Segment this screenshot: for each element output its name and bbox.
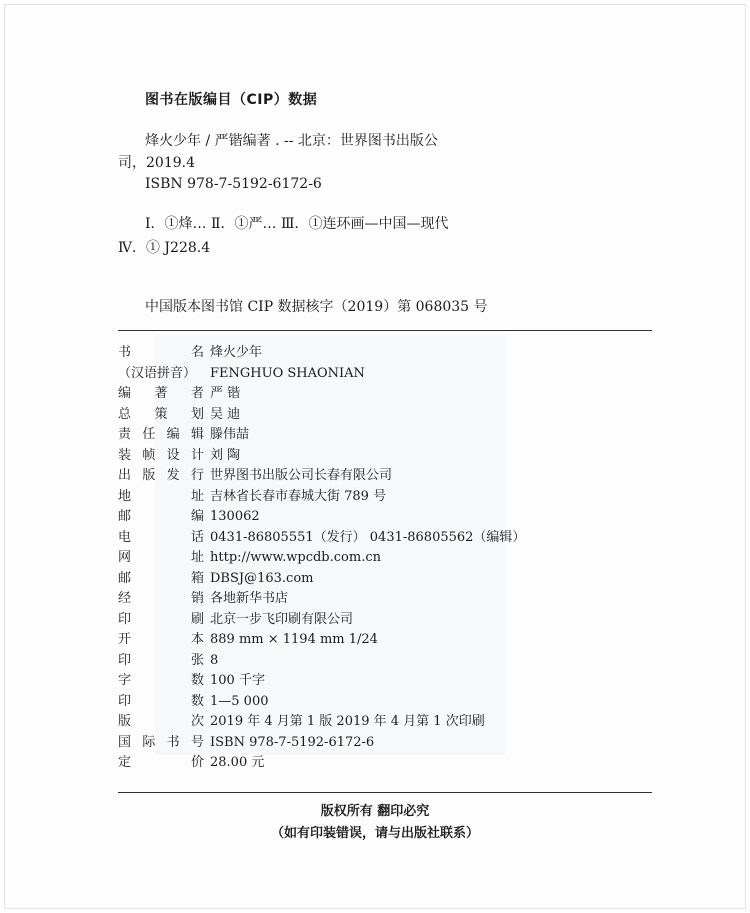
- info-label: [118, 712, 210, 733]
- info-row: [118, 343, 652, 364]
- info-value: FENGHUO SHAONIAN: [210, 365, 365, 381]
- divider-bottom: [118, 792, 652, 793]
- info-label: [118, 548, 210, 569]
- info-value: http://www.wpcdb.com.cn: [210, 550, 381, 565]
- info-label-char: 书: [166, 734, 180, 750]
- info-label-char: 著: [154, 386, 168, 401]
- info-row: [118, 589, 652, 610]
- info-value: 吴 迪: [210, 406, 241, 422]
- info-label-char: 任: [142, 427, 156, 442]
- publication-info-table: [118, 343, 652, 774]
- info-row: [118, 753, 652, 774]
- info-value: 100 千字: [210, 673, 265, 688]
- info-label: [118, 569, 210, 590]
- info-label: [118, 446, 210, 467]
- info-value: ISBN 978-7-5192-6172-6: [210, 734, 375, 750]
- info-label-char: 地: [118, 488, 132, 504]
- copyright-notice: 版权所有 翻印必究: [320, 804, 430, 819]
- info-label: [118, 343, 210, 364]
- info-row: [118, 610, 652, 631]
- info-value: 2019 年 4 月第 1 版 2019 年 4 月第 1 次印刷: [210, 714, 485, 729]
- info-row: [118, 548, 652, 569]
- info-label-char: 邮: [118, 509, 132, 524]
- info-row: [118, 692, 652, 713]
- info-row: [118, 507, 652, 528]
- info-label-char: （汉语拼音）: [118, 365, 197, 381]
- info-label-char: 总: [118, 406, 132, 422]
- info-row: [118, 405, 652, 426]
- info-value: 世界图书出版公司长春有限公司: [210, 468, 393, 483]
- info-label-char: 本: [190, 632, 204, 647]
- info-label: [118, 507, 210, 528]
- divider-top: [118, 330, 652, 331]
- info-value: 北京一步飞印刷有限公司: [210, 611, 354, 627]
- info-label-char: 价: [190, 755, 204, 770]
- info-value: 烽火少年: [210, 345, 263, 360]
- info-label-char: 数: [190, 673, 204, 688]
- info-row: [118, 630, 652, 651]
- info-label-char: 际: [142, 734, 156, 750]
- info-label-char: 行: [190, 468, 204, 483]
- info-row: [118, 446, 652, 467]
- info-label-char: 帧: [142, 447, 156, 463]
- info-value: 1—5 000: [210, 693, 269, 709]
- info-label-char: 名: [190, 345, 204, 360]
- info-label-char: 版: [118, 714, 132, 729]
- info-row: [118, 487, 652, 508]
- info-label-char: 计: [190, 447, 204, 463]
- info-row: [118, 364, 652, 385]
- info-label: [118, 425, 210, 446]
- info-label-char: 定: [118, 755, 132, 770]
- info-label-char: 编: [118, 386, 132, 401]
- info-row: [118, 528, 652, 549]
- info-row: [118, 712, 652, 733]
- info-label-char: 销: [190, 591, 204, 606]
- info-label-char: 编: [166, 427, 180, 442]
- info-label-char: 印: [118, 652, 132, 668]
- info-label-char: 书: [118, 345, 132, 360]
- info-label-char: 次: [190, 714, 204, 729]
- info-value: 130062: [210, 509, 260, 524]
- info-label-char: 出: [118, 468, 132, 483]
- info-label: [118, 466, 210, 487]
- cip-line-classification-cont: Ⅳ．① J228.4: [118, 240, 211, 256]
- info-row: [118, 384, 652, 405]
- info-row: [118, 671, 652, 692]
- info-label-char: 电: [118, 529, 132, 545]
- info-label: [118, 384, 210, 405]
- info-label-char: 号: [190, 734, 204, 750]
- info-label: [118, 671, 210, 692]
- info-label-char: 编: [190, 509, 204, 524]
- cip-line-classification: Ⅰ．①烽… Ⅱ．①严… Ⅲ．①连环画—中国—现代: [145, 216, 449, 232]
- info-label-char: 网: [118, 550, 132, 565]
- info-label-char: 话: [190, 529, 204, 545]
- info-label-char: 印: [118, 611, 132, 627]
- printing-error-notice: （如有印装错误，请与出版社联系）: [270, 826, 479, 841]
- info-value: 28.00 元: [210, 755, 265, 770]
- cip-verification-number: 中国版本图书馆 CIP 数据核字（2019）第 068035 号: [145, 299, 488, 315]
- info-label: [118, 610, 210, 631]
- info-value: 滕伟喆: [210, 427, 250, 442]
- info-row: [118, 651, 652, 672]
- info-row: [118, 569, 652, 590]
- cip-line-isbn: ISBN 978-7-5192-6172-6: [145, 176, 322, 192]
- info-label: [118, 487, 210, 508]
- info-label: [118, 733, 210, 754]
- info-label-char: 辑: [190, 427, 204, 442]
- info-label: [118, 589, 210, 610]
- info-value: 各地新华书店: [210, 591, 289, 606]
- info-label-char: 者: [190, 386, 204, 401]
- info-label: [118, 364, 210, 385]
- info-label-char: 张: [190, 652, 204, 668]
- info-value: 严 锴: [210, 386, 241, 401]
- info-label-char: 箱: [190, 570, 204, 586]
- info-value: 刘 陶: [210, 447, 241, 463]
- info-label-char: 数: [190, 693, 204, 709]
- info-label: [118, 692, 210, 713]
- info-label-char: 策: [154, 406, 168, 422]
- info-label-char: 邮: [118, 570, 132, 586]
- info-label-char: 装: [118, 447, 132, 463]
- info-label-char: 发: [166, 468, 180, 483]
- info-value: DBSJ@163.com: [210, 570, 314, 586]
- info-label-char: 划: [190, 406, 204, 422]
- info-row: [118, 425, 652, 446]
- cip-line-title: 烽火少年 / 严锴编著 . -- 北京：世界图书出版公: [145, 133, 438, 149]
- info-label: [118, 405, 210, 426]
- info-row: [118, 466, 652, 487]
- info-label-char: 址: [190, 550, 204, 565]
- info-label-char: 国: [118, 734, 132, 750]
- info-label-char: 印: [118, 693, 132, 709]
- cip-line-publisher: 司，2019.4: [118, 155, 195, 171]
- info-label: [118, 651, 210, 672]
- info-label-char: 经: [118, 591, 132, 606]
- info-label-char: 开: [118, 632, 132, 647]
- info-label-char: 刷: [190, 611, 204, 627]
- info-value: 吉林省长春市春城大街 789 号: [210, 488, 387, 504]
- info-value: 0431-86805551（发行） 0431-86805562（编辑）: [210, 529, 526, 545]
- info-label-char: 设: [166, 447, 180, 463]
- cip-title: 图书在版编目（CIP）数据: [145, 92, 318, 108]
- info-label-char: 版: [142, 468, 156, 483]
- info-value: 889 mm × 1194 mm 1/24: [210, 632, 378, 647]
- info-label: [118, 630, 210, 651]
- info-label: [118, 753, 210, 774]
- info-label-char: 址: [190, 488, 204, 504]
- info-value: 8: [210, 652, 219, 668]
- info-label-char: 责: [118, 427, 132, 442]
- info-label-char: 字: [118, 673, 132, 688]
- info-label: [118, 528, 210, 549]
- info-row: [118, 733, 652, 754]
